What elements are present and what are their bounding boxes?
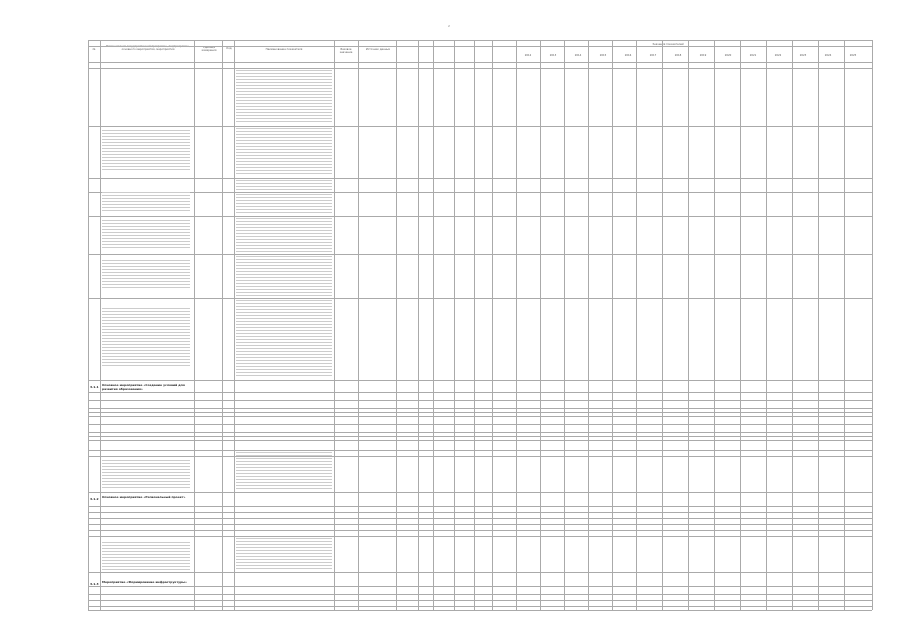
text-line [102,353,190,354]
text-line [102,220,190,221]
text-line [102,210,190,211]
grid-hline [88,518,872,519]
text-line [236,559,332,560]
grid-hline [88,254,872,255]
text-line [102,560,190,561]
text-line [236,137,332,138]
text-line [236,369,332,370]
text-line [102,160,190,161]
text-line [236,274,332,275]
text-line [102,335,190,336]
text-line [236,268,332,269]
grid-hline [88,506,872,507]
text-line [236,170,332,171]
text-line [236,97,332,98]
text-line [236,186,332,187]
grid-hline [88,416,872,417]
text-line [236,197,332,198]
year-header: 2020 [724,54,732,57]
text-line [102,466,190,467]
text-line [102,284,190,285]
text-line [102,201,190,202]
text-line [102,136,190,137]
page-number: 2 [448,24,450,28]
text-line [236,183,332,184]
text-line [102,475,190,476]
year-header: 2013 [549,54,557,57]
text-line [236,292,332,293]
text-line [236,541,332,542]
grid-hline [88,126,872,127]
text-line [236,375,332,376]
grid-hline [88,436,872,437]
text-line [236,155,332,156]
text-line [236,218,332,219]
header-name: Наименование государственной программы, подпрограммы, основного мероприятия, мероприятия [106,45,190,51]
text-line [236,315,332,316]
header-values: Значения показателей [652,43,684,46]
text-line [102,166,190,167]
text-line [236,452,332,453]
text-line [102,563,190,564]
text-line [102,359,190,360]
text-line [236,88,332,89]
text-line [102,469,190,470]
text-line [236,143,332,144]
grid-hline [88,610,872,611]
text-line [236,556,332,557]
text-line [102,235,190,236]
text-line [102,460,190,461]
grid-hline [88,192,872,193]
grid-hline [88,178,872,179]
text-line [102,569,190,570]
grid-hline [88,594,872,595]
text-line [102,311,190,312]
text-line [236,488,332,489]
text-line [236,464,332,465]
text-line [102,281,190,282]
text-line [236,458,332,459]
text-line [236,236,332,237]
text-line [236,100,332,101]
text-line [236,280,332,281]
text-line [102,266,190,267]
text-line [102,269,190,270]
text-line [236,121,332,122]
text-line [102,238,190,239]
text-line [236,283,332,284]
header-source: Источник данных [365,48,391,51]
text-line [102,223,190,224]
text-line [102,163,190,164]
text-line [236,242,332,243]
grid-hline [88,40,872,41]
text-line [236,189,332,190]
text-line [102,548,190,549]
text-line [236,366,332,367]
text-line [236,321,332,322]
grid-hline [88,440,872,441]
text-line [236,167,332,168]
text-line [236,333,332,334]
text-line [236,467,332,468]
text-line [102,157,190,158]
text-line [236,348,332,349]
text-line [236,251,332,252]
text-line [236,372,332,373]
section-title: Мероприятие «Формирование инфраструктуры» [102,580,187,584]
text-line [236,212,332,213]
text-line [236,306,332,307]
year-header: 2017 [649,54,657,57]
year-header: 2015 [599,54,607,57]
text-line [236,131,332,132]
text-line [236,209,332,210]
text-line [102,344,190,345]
text-line [102,323,190,324]
text-line [236,109,332,110]
text-line [236,70,332,71]
text-line [102,347,190,348]
text-line [102,287,190,288]
text-line [236,565,332,566]
text-line [102,154,190,155]
text-line [236,265,332,266]
year-header: 2024 [824,54,832,57]
grid-hline [88,216,872,217]
grid-hline [88,432,872,433]
text-line [102,317,190,318]
text-line [236,91,332,92]
text-line [236,106,332,107]
text-line [236,262,332,263]
text-line [236,194,332,195]
grid-hline [88,572,872,573]
grid-hline [88,524,872,525]
text-line [102,204,190,205]
grid-hline [88,46,872,47]
grid-hline [88,424,872,425]
text-line [236,134,332,135]
text-line [236,544,332,545]
text-line [102,192,190,193]
section-no: 3.1.1 [90,385,99,389]
grid-hline [88,530,872,531]
grid-hline [88,400,872,401]
text-line [236,363,332,364]
text-line [236,562,332,563]
text-line [236,115,332,116]
text-line [102,356,190,357]
text-line [102,557,190,558]
text-line [102,226,190,227]
grid-hline [88,408,872,409]
text-line [236,224,332,225]
text-line [102,232,190,233]
text-line [236,227,332,228]
text-line [236,256,332,257]
year-header: 2023 [799,54,807,57]
text-line [236,482,332,483]
text-line [236,206,332,207]
grid-hline [88,298,872,299]
text-line [236,547,332,548]
text-line [236,200,332,201]
text-line [236,259,332,260]
text-line [236,345,332,346]
text-line [236,152,332,153]
header-kod: Код [226,47,232,50]
text-line [102,554,190,555]
section-title: Основное мероприятие «Региональный проект» [102,495,186,499]
text-line [102,148,190,149]
text-line [102,463,190,464]
text-line [236,303,332,304]
text-line [102,229,190,230]
section-no: 3.1.2 [90,497,99,501]
text-line [236,277,332,278]
text-line [236,339,332,340]
text-line [102,198,190,199]
year-header: 2019 [699,54,707,57]
text-line [236,354,332,355]
text-line [236,300,332,301]
text-line [236,538,332,539]
year-header: 2021 [749,54,757,57]
grid-hline [88,68,872,69]
grid-hline [88,456,872,457]
text-line [102,275,190,276]
text-line [102,130,190,131]
text-line [236,180,332,181]
text-line [236,73,332,74]
text-line [236,203,332,204]
text-line [102,195,190,196]
text-line [236,82,332,83]
text-line [236,79,332,80]
text-line [236,85,332,86]
text-line [236,245,332,246]
text-line [102,320,190,321]
text-line [236,140,332,141]
header-desc: Наименование показателя [265,48,303,51]
text-line [102,332,190,333]
grid-hline [88,392,872,393]
year-header: 2014 [574,54,582,57]
text-line [102,139,190,140]
text-line [102,272,190,273]
text-line [236,221,332,222]
text-line [236,360,332,361]
text-line [236,470,332,471]
text-line [102,350,190,351]
section-no: 3.1.3 [90,582,99,586]
text-line [102,487,190,488]
year-header: 2022 [774,54,782,57]
text-line [236,455,332,456]
text-line [236,550,332,551]
text-line [236,327,332,328]
text-line [236,476,332,477]
header-no: № [92,48,96,51]
text-line [102,341,190,342]
text-line [236,239,332,240]
text-line [102,314,190,315]
grid-vline [872,40,873,610]
text-line [236,461,332,462]
text-line [102,278,190,279]
text-line [236,473,332,474]
text-line [102,484,190,485]
grid-hline [88,412,872,413]
text-line [236,330,332,331]
text-line [236,312,332,313]
text-line [236,568,332,569]
header-unit: Единица измерения [201,46,217,52]
text-line [236,485,332,486]
text-line [236,233,332,234]
grid-hline [88,62,872,63]
text-line [236,318,332,319]
text-line [236,149,332,150]
year-header: 2018 [674,54,682,57]
text-line [236,128,332,129]
grid-hline [88,450,872,451]
text-line [102,244,190,245]
text-line [102,326,190,327]
text-line [236,324,332,325]
text-line [236,289,332,290]
text-line [236,161,332,162]
grid-hline [88,492,872,493]
text-line [102,207,190,208]
text-line [102,145,190,146]
grid-hline [88,512,872,513]
text-line [102,481,190,482]
text-line [236,479,332,480]
text-line [102,365,190,366]
text-line [102,241,190,242]
grid-hline [88,536,872,537]
text-line [102,542,190,543]
year-header: 2012 [524,54,532,57]
text-line [236,286,332,287]
text-line [102,338,190,339]
text-line [236,94,332,95]
text-line [102,329,190,330]
text-line [236,336,332,337]
text-line [236,271,332,272]
text-line [236,357,332,358]
text-line [236,76,332,77]
text-line [236,295,332,296]
text-line [102,133,190,134]
grid-hline [88,600,872,601]
section-title: Основное мероприятие «Создание условий для развития образования» [102,383,185,391]
text-line [102,545,190,546]
text-line [102,478,190,479]
text-line [236,146,332,147]
text-line [236,173,332,174]
text-line [236,248,332,249]
text-line [102,362,190,363]
year-header: 2016 [624,54,632,57]
text-line [102,472,190,473]
text-line [236,158,332,159]
text-line [236,342,332,343]
text-line [236,112,332,113]
text-line [236,351,332,352]
grid-hline [88,380,872,381]
text-line [236,309,332,310]
grid-hline [88,606,872,607]
text-line [102,263,190,264]
text-line [236,103,332,104]
text-line [236,164,332,165]
text-line [102,169,190,170]
header-basic: Базовое значение [339,48,353,54]
text-line [102,308,190,309]
text-line [102,260,190,261]
year-header: 2025 [849,54,857,57]
grid-hline [88,586,872,587]
text-line [236,553,332,554]
text-line [102,566,190,567]
text-line [102,551,190,552]
text-line [102,247,190,248]
text-line [236,118,332,119]
text-line [102,151,190,152]
text-line [236,230,332,231]
text-line [102,142,190,143]
data-table [88,40,872,610]
